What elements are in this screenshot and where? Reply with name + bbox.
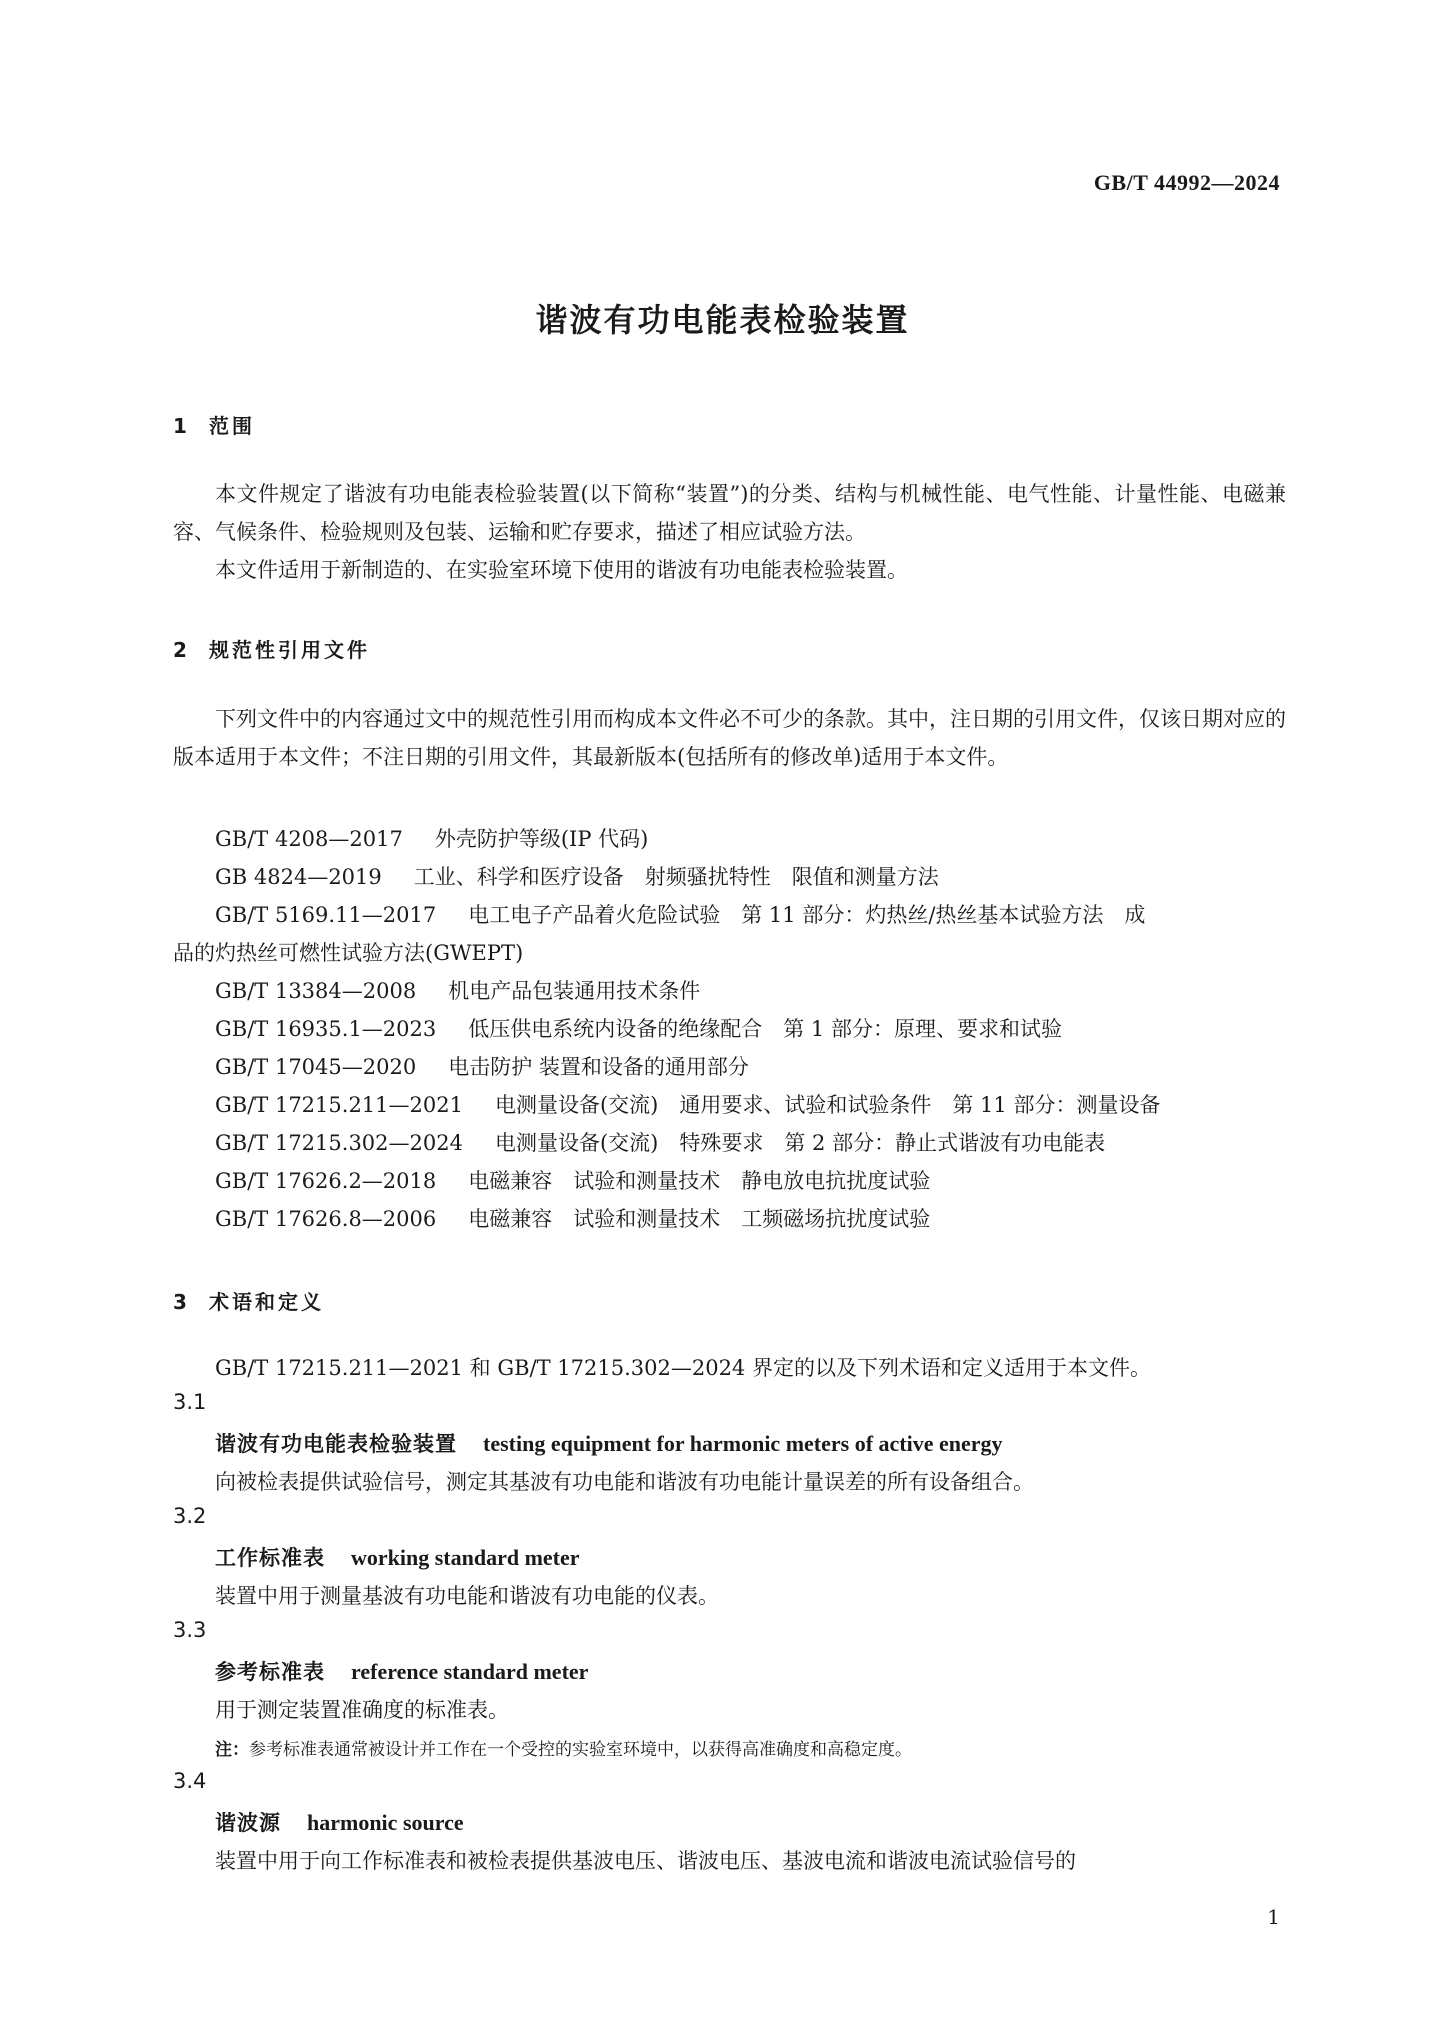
term-heading: [215, 1542, 580, 1572]
scope-paragraph-1: 本文件规定了谐波有功电能表检验装置(以下简称“装置”)的分类、结构与机械性能、电气性能、计量性能、电磁兼容、气候条件、检验规则及包装、运输和贮存要求，描述了相应试验方法。: [173, 482, 1286, 544]
term-note: [215, 1735, 912, 1760]
document-title: 谐波有功电能表检验装置: [535, 301, 910, 339]
reference-item: [215, 1203, 930, 1233]
reference-code: GB/T 16935.1—2023: [215, 1017, 437, 1041]
reference-title: 电击防护 装置和设备的通用部分: [448, 1055, 749, 1079]
reference-code: GB/T 13384—2008: [215, 979, 417, 1003]
term-definition: 装置中用于测量基波有功电能和谐波有功电能的仪表。: [215, 1584, 719, 1608]
reference-title: 工业、科学和医疗设备 射频骚扰特性 限值和测量方法: [413, 865, 939, 889]
reference-title: 机电产品包装通用技术条件: [448, 979, 701, 1003]
clause-number: 3.1: [173, 1390, 207, 1414]
term-chinese: 工作标准表: [215, 1546, 325, 1570]
clause-number: 3.3: [173, 1618, 207, 1642]
term-chinese: 参考标准表: [215, 1660, 325, 1684]
term-definition: 向被检表提供试验信号，测定其基波有功电能和谐波有功电能计量误差的所有设备组合。: [215, 1470, 1034, 1494]
reference-title: 电磁兼容 试验和测量技术 静电放电抗扰度试验: [468, 1169, 931, 1193]
reference-code: GB/T 17045—2020: [215, 1055, 417, 1079]
reference-code: GB/T 5169.11—2017: [215, 903, 437, 927]
term-english: testing equipment for harmonic meters of active energy: [483, 1431, 1003, 1456]
section-number: 3: [173, 1290, 187, 1314]
section-number: 1: [173, 414, 187, 438]
reference-item: [215, 861, 939, 891]
reference-item: [215, 975, 700, 1005]
reference-code: GB/T 17215.211—2021: [215, 1093, 463, 1117]
reference-item: [215, 1127, 1105, 1157]
reference-item: [215, 1013, 1062, 1043]
reference-item: [215, 1165, 930, 1195]
term-english: reference standard meter: [351, 1659, 589, 1684]
normative-intro: 下列文件中的内容通过文中的规范性引用而构成本文件必不可少的条款。其中，注日期的引用文件，仅该日期对应的版本适用于本文件；不注日期的引用文件，其最新版本(包括所有的修改单)适用于本文件。: [173, 707, 1286, 769]
reference-item: [215, 899, 1145, 929]
reference-title: 电工电子产品着火危险试验 第 11 部分：灼热丝/热丝基本试验方法 成: [468, 903, 1146, 927]
reference-item: [215, 1089, 1160, 1119]
term-heading: [215, 1807, 464, 1837]
section-title: 范围: [209, 414, 255, 438]
reference-code: GB/T 17626.8—2006: [215, 1207, 437, 1231]
section-title: 术语和定义: [209, 1290, 324, 1314]
note-label: 注：: [215, 1740, 249, 1760]
scope-paragraph-2: 本文件适用于新制造的、在实验室环境下使用的谐波有功电能表检验装置。: [215, 558, 908, 582]
page-number: 1: [1267, 1905, 1280, 1929]
term-chinese: 谐波源: [215, 1811, 281, 1835]
section-heading-normative-references: [173, 634, 370, 663]
clause-number: 3.2: [173, 1504, 207, 1528]
term-definition: 装置中用于向工作标准表和被检表提供基波电压、谐波电压、基波电流和谐波电流试验信号的: [215, 1849, 1076, 1873]
section-heading-scope: [173, 410, 255, 439]
reference-title: 电测量设备(交流) 通用要求、试验和试验条件 第 11 部分：测量设备: [494, 1093, 1161, 1117]
reference-code: GB 4824—2019: [215, 865, 382, 889]
section-number: 2: [173, 638, 187, 662]
reference-code: GB/T 17215.302—2024: [215, 1131, 463, 1155]
reference-item: [215, 823, 648, 853]
reference-title: 外壳防护等级(IP 代码): [434, 827, 649, 851]
term-definition: 用于测定装置准确度的标准表。: [215, 1698, 509, 1722]
term-heading: [215, 1656, 588, 1686]
section-heading-terms: [173, 1286, 324, 1315]
standard-code: GB/T 44992—2024: [1093, 170, 1280, 195]
clause-number: 3.4: [173, 1769, 207, 1793]
term-english: harmonic source: [307, 1810, 464, 1835]
reference-item: [215, 1051, 749, 1081]
reference-code: GB/T 17626.2—2018: [215, 1169, 437, 1193]
reference-title: 电测量设备(交流) 特殊要求 第 2 部分：静止式谐波有功电能表: [494, 1131, 1106, 1155]
reference-title: 电磁兼容 试验和测量技术 工频磁场抗扰度试验: [468, 1207, 931, 1231]
section-title: 规范性引用文件: [209, 638, 370, 662]
note-text: 参考标准表通常被设计并工作在一个受控的实验室环境中，以获得高准确度和高稳定度。: [249, 1740, 912, 1760]
terms-intro: GB/T 17215.211—2021 和 GB/T 17215.302—2024 界定的以及下列术语和定义适用于本文件。: [215, 1356, 1151, 1380]
reference-title: 低压供电系统内设备的绝缘配合 第 1 部分：原理、要求和试验: [468, 1017, 1062, 1041]
reference-title-continuation: 品的灼热丝可燃性试验方法(GWEPT): [173, 941, 524, 965]
reference-code: GB/T 4208—2017: [215, 827, 403, 851]
term-heading: [215, 1428, 1003, 1458]
term-chinese: 谐波有功电能表检验装置: [215, 1432, 457, 1456]
term-english: working standard meter: [351, 1545, 580, 1570]
